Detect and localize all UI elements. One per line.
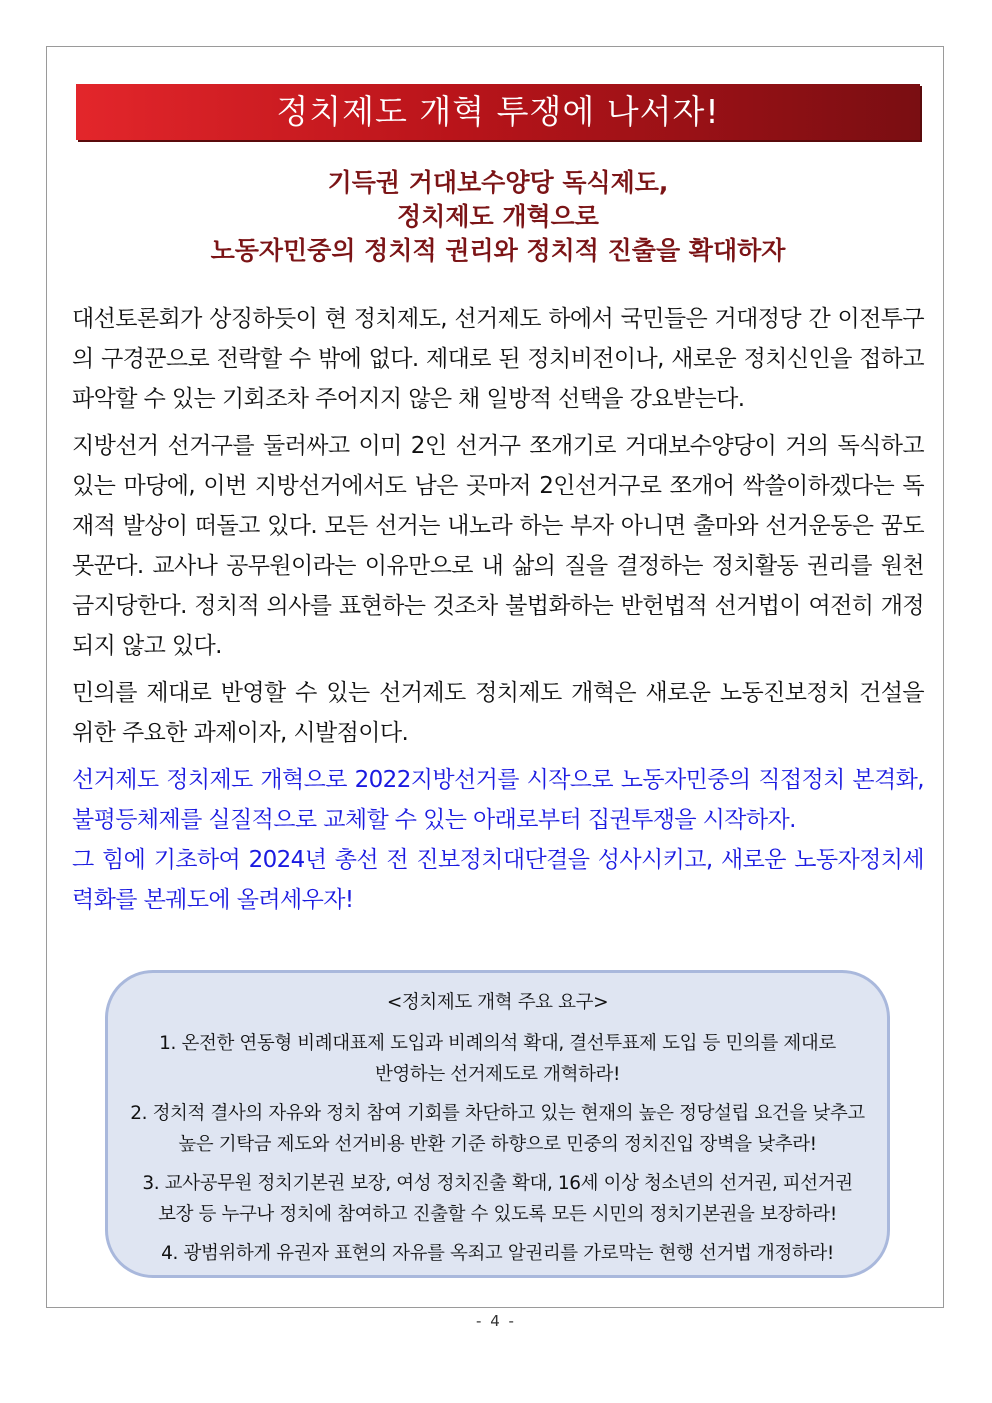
paragraph-5-highlight: 그 힘에 기초하여 2024년 총선 전 진보정치대단결을 성사시키고, 새로운 노동자정치세력화를 본궤도에 올려세우자! <box>72 847 924 913</box>
demand-item-4 <box>108 1238 887 1269</box>
demand-item-1-line-1: 1. 온전한 연동형 비례대표제 도입과 비례의석 확대, 결선투표제 도입 등 민의를 제대로 <box>159 1033 836 1054</box>
paragraph-3: 민의를 제대로 반영할 수 있는 선거제도 정치제도 개혁은 새로운 노동진보정치 건설을 위한 주요한 과제이자, 시발점이다. <box>72 680 924 746</box>
demand-item-2-line-2: 높은 기탁금 제도와 선거비용 반환 기준 하향으로 민중의 정치진입 장벽을 낮추라! <box>178 1134 817 1155</box>
subtitle-line-2: 정치제도 개혁으로 <box>397 202 599 231</box>
demands-title: <정치제도 개혁 주요 요구> <box>386 992 609 1013</box>
demand-item-3 <box>108 1168 887 1230</box>
demand-item-2-line-1: 2. 정치적 결사의 자유와 정치 참여 기회를 차단하고 있는 현재의 높은 정당설립 요건을 낮추고 <box>130 1103 865 1124</box>
paragraph-1: 대선토론회가 상징하듯이 현 정치제도, 선거제도 하에서 국민들은 거대정당 간 이전투구의 구경꾼으로 전락할 수 밖에 없다. 제대로 된 정치비전이나, 새로운 정치신인을 접하고 파악할 수 있는 기회조차 주어지지 않은 채 일방적 선택을 강요받는다. <box>72 306 924 412</box>
demand-item-4-line-1: 4. 광범위하게 유권자 표현의 자유를 옥죄고 알권리를 가로막는 현행 선거법 개정하라! <box>161 1243 834 1264</box>
page-number: - 4 - <box>476 1312 516 1330</box>
demands-box <box>105 970 890 1278</box>
page-title-banner: 정치제도 개혁 투쟁에 나서자! <box>76 84 920 140</box>
subtitle <box>76 166 920 268</box>
paragraph-4-highlight: 선거제도 정치제도 개혁으로 2022지방선거를 시작으로 노동자민중의 직접정치 본격화, 불평등체제를 실질적으로 교체할 수 있는 아래로부터 집권투쟁을 시작하자. <box>72 767 924 833</box>
demand-item-1-line-2: 반영하는 선거제도로 개혁하라! <box>374 1064 621 1085</box>
demand-item-3-line-1: 3. 교사공무원 정치기본권 보장, 여성 정치진출 확대, 16세 이상 청소년의 선거권, 피선거권 <box>142 1173 853 1194</box>
demand-item-3-line-2: 보장 등 누구나 정치에 참여하고 진출할 수 있도록 모든 시민의 정치기본권을 보장하라! <box>158 1204 837 1225</box>
paragraph-2: 지방선거 선거구를 둘러싸고 이미 2인 선거구 쪼개기로 거대보수양당이 거의 독식하고 있는 마당에, 이번 지방선거에서도 남은 곳마저 2인선거구로 쪼개어 싹쓸이하겠다는 독재적 발상이 떠돌고 있다. 모든 선거는 내노라 하는 부자 아니면 출마와 선거운동은 꿈도 못꾼다. 교사나 공무원이라는 이유만으로 내 삶의 질을 결정하는 정치활동 권리를 원천 금지당한다. 정치적 의사를 표현하는 것조차 불법화하는 반헌법적 선거법이 여전히 개정되지 않고 있다. <box>72 433 924 659</box>
subtitle-line-1: 기득권 거대보수양당 독식제도, <box>327 168 669 197</box>
subtitle-line-3: 노동자민중의 정치적 권리와 정치적 진출을 확대하자 <box>210 236 786 265</box>
demand-item-1 <box>108 1028 887 1090</box>
body-text <box>72 299 924 920</box>
demand-item-2 <box>108 1098 887 1160</box>
